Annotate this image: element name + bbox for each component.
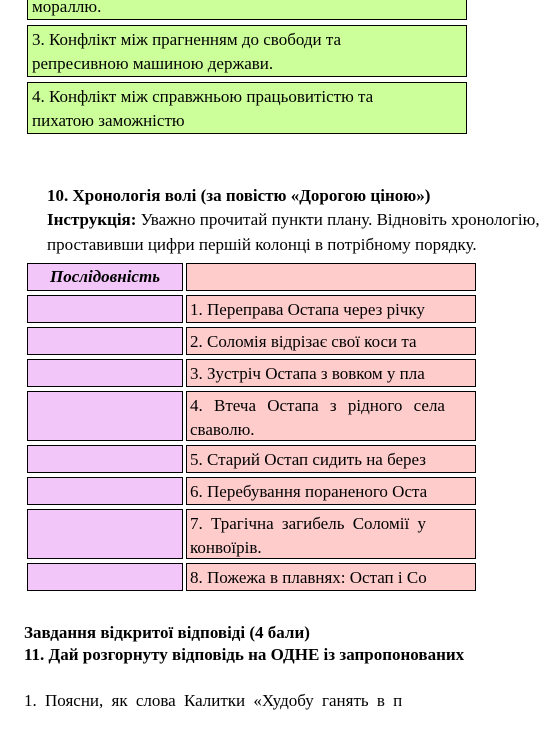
event-row-4 [186,391,476,441]
event-text-3: 3. Зустріч Остапа з вовком у пла [190,364,425,383]
open-task-heading: Завдання відкритої відповіді (4 бали) [24,623,310,642]
sequence-input-3[interactable] [27,359,183,387]
task11-option-1: 1. Поясни, як слова Калитки «Худобу ганять в п [24,691,403,710]
sequence-input-6[interactable] [27,477,183,505]
conflict-item-3 [27,25,467,77]
sequence-input-8[interactable] [27,563,183,591]
event-text-4: 4. Втеча Остапа з рідного села [190,396,445,415]
task11-title: 11. Дай розгорнуту відповідь на ОДНЕ із запропонованих [24,645,465,664]
event-text-5: 5. Старий Остап сидить на берез [190,450,427,469]
event-text-7-line2: конвоїрів. [190,538,262,557]
instruction-text: Уважно прочитай пункти плану. Відновіть хронологію, [136,210,540,229]
event-row-1 [186,295,476,323]
event-row-2 [186,327,476,355]
sequence-input-7[interactable] [27,509,183,559]
conflict-item-2-text: мораллю. [32,0,102,16]
event-text-6: 6. Перебування пораненого Оста [190,482,428,501]
sequence-input-2[interactable] [27,327,183,355]
event-row-6 [186,477,476,505]
event-row-7 [186,509,476,559]
event-text-4-line2: сваволю. [190,420,255,439]
event-text-8: 8. Пожежа в плавнях: Остап і Со [190,568,427,587]
task10-title: 10. Хронологія волі (за повістю «Дорогою ціною») [47,186,431,205]
event-text-2: 2. Соломія відрізає свої коси та [190,332,417,351]
conflict-item-2-tail [27,0,467,20]
task10-instruction-line2: проставивши цифри першій колонці в потрібному порядку. [47,235,477,254]
event-text-1: 1. Переправа Остапа через річку [190,300,425,319]
table-header-sequence: Послідовність [27,263,183,291]
sequence-input-1[interactable] [27,295,183,323]
instruction-label: Інструкція: [47,210,137,229]
conflict-item-3-line1: 3. Конфлікт між прагненням до свободи та [32,30,342,49]
sequence-input-5[interactable] [27,445,183,473]
conflict-item-4-line1: 4. Конфлікт між справжньою працьовитістю та [32,87,374,106]
event-row-8 [186,563,476,591]
table-header-events [186,263,476,291]
event-row-3 [186,359,476,387]
task10-instruction [47,208,540,232]
event-text-7: 7. Трагічна загибель Соломії у [190,514,426,533]
sequence-input-4[interactable] [27,391,183,441]
conflict-item-3-line2: репресивною машиною держави. [32,54,274,73]
event-row-5 [186,445,476,473]
conflict-item-4 [27,82,467,134]
conflict-item-4-line2: пихатою заможністю [32,111,185,130]
